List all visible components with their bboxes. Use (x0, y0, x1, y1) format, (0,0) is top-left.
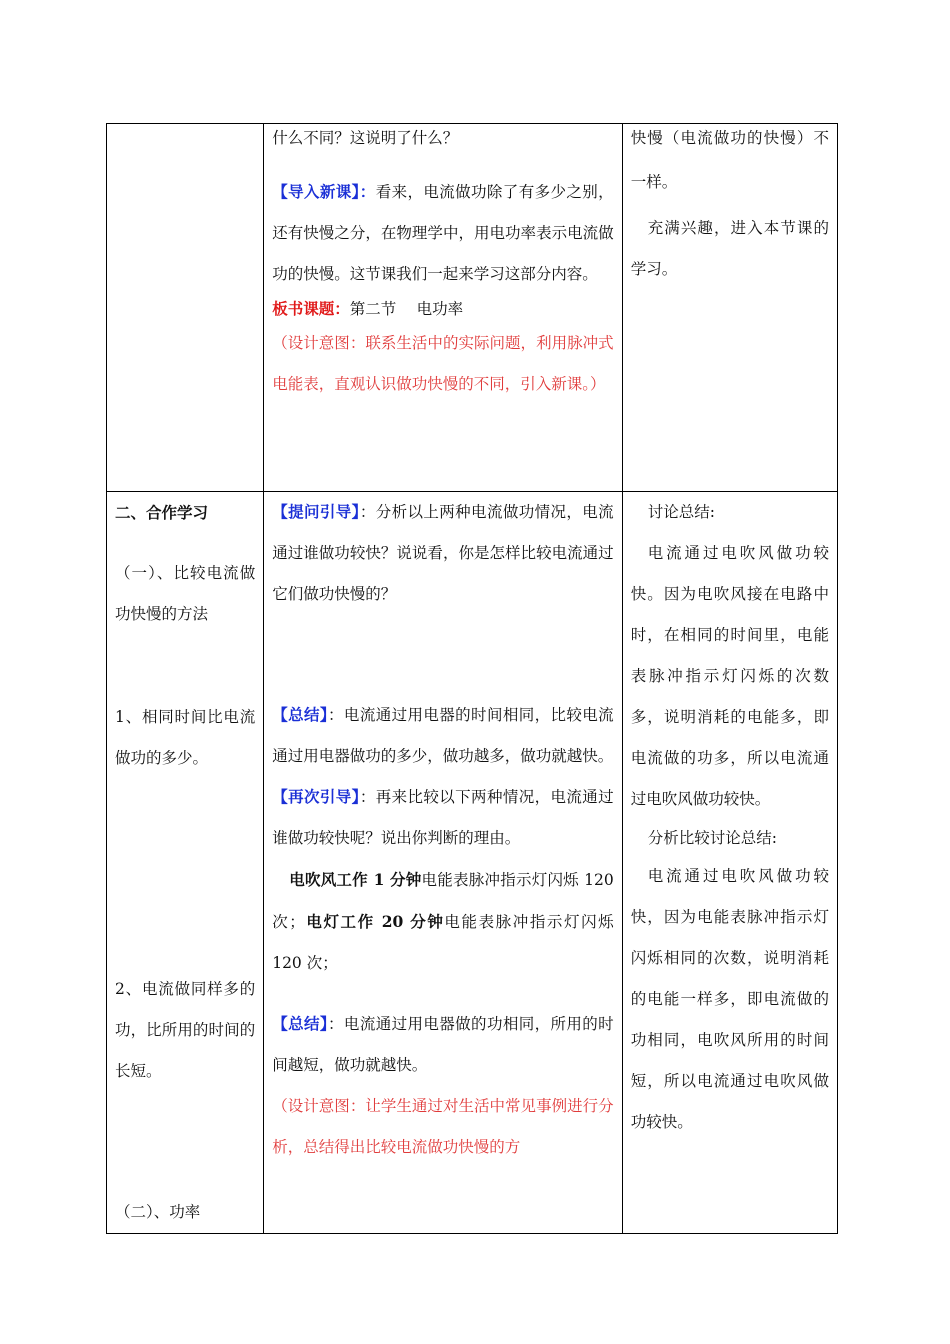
case-a-text: 电能表脉冲指示灯闪烁 120 次； (272, 871, 614, 931)
subsection-1: （一）、比较电流做功快慢的方法 (115, 564, 256, 623)
board-title-paragraph (264, 295, 621, 323)
ask-guide-text: ：分析以上两种电流做功情况，电流通过谁做功较快？说说看，你是怎样比较电流通过它们做功快慢的？ (272, 503, 614, 603)
design-intent-2: （设计意图：让学生通过对生活中常见事例进行分析，总结得出比较电流做功快慢的方 (272, 1097, 614, 1156)
case-a-bold: 电吹风工作 1 分钟 (289, 870, 422, 889)
row1-stage-cell (107, 124, 264, 492)
summary-1-paragraph (264, 695, 621, 777)
row2-student-cell (622, 492, 837, 1234)
method-item-1: 1、相同时间比电流做功的多少。 (115, 708, 256, 767)
ask-guide-label: 【提问引导】 (272, 503, 360, 521)
again-guide-text: ：再来比较以下两种情况，电流通过谁做功较快呢？说出你判断的理由。 (272, 788, 614, 847)
case-b-text: 电能表脉冲指示灯闪烁 120 次； (272, 913, 614, 972)
row1-student-cell (622, 124, 837, 492)
analysis-text: 电流通过电吹风做功较快，因为电能表脉冲指示灯闪烁相同的次数，说明消耗的电能一样多，即电流做的功相同，电吹风所用的时间短，所以电流通过电吹风做功较快。 (630, 867, 829, 1131)
board-label: 板书课题： (272, 300, 350, 318)
again-guide-label: 【再次引导】 (272, 788, 360, 806)
table-row (107, 492, 838, 1234)
discussion-text: 电流通过电吹风做功较快。因为电吹风接在电路中时，在相同的时间里，电能表脉冲指示灯闪烁的次数多，说明消耗的电能多，即电流做的功多，所以电流通过电吹风做功较快。 (630, 544, 829, 808)
again-guide-paragraph (264, 777, 621, 859)
case-b-bold: 电灯工作 20 分钟 (304, 912, 445, 931)
board-text: 第二节 电功率 (349, 300, 464, 318)
intro-tail-text: 什么不同？这说明了什么？ (272, 129, 459, 147)
subsection-2: （二）、功率 (115, 1203, 201, 1221)
summary-2-paragraph (264, 1004, 621, 1086)
new-lesson-label: 【导入新课】 (272, 183, 360, 201)
row1-teacher-cell (264, 124, 622, 492)
student-response-1: 快慢（电流做功的快慢）不一样。 (630, 129, 829, 191)
table-row (107, 124, 838, 492)
row2-teacher-cell (264, 492, 622, 1234)
row2-stage-cell (107, 492, 264, 1234)
student-response-2: 充满兴趣，进入本节课的学习。 (630, 219, 829, 278)
discussion-title: 讨论总结: (647, 503, 715, 521)
design-intent-1: （设计意图：联系生活中的实际问题，利用脉冲式电能表，直观认识做功快慢的不同，引入新课。） (272, 334, 614, 393)
cases-paragraph (264, 859, 621, 984)
summary-1-text: ：电流通过用电器的时间相同，比较电流通过用电器做功的多少，做功越多，做功就越快。 (272, 706, 614, 765)
section-title: 二、合作学习 (115, 503, 209, 522)
summary-2-label: 【总结】 (272, 1015, 329, 1033)
new-lesson-paragraph: 【导入新课】：看来，电流做功除了有多少之别，还有快慢之分，在物理学中，用电功率表示电流做功的快慢。这节课我们一起来学习这部分内容。 (272, 183, 614, 283)
new-lesson-text: 看来，电流做功除了有多少之别，还有快慢之分，在物理学中，用电功率表示电流做功的快慢。这节课我们一起来学习这部分内容。 (272, 183, 614, 283)
summary-2-text: ：电流通过用电器做的功相同，所用的时间越短，做功就越快。 (272, 1015, 614, 1074)
ask-guide-paragraph (264, 492, 621, 615)
method-item-2: 2、电流做同样多的功，比所用的时间的长短。 (115, 980, 256, 1080)
summary-1-label: 【总结】 (272, 706, 329, 724)
analysis-title: 分析比较讨论总结: (647, 829, 777, 847)
lesson-plan-table (106, 123, 838, 1234)
